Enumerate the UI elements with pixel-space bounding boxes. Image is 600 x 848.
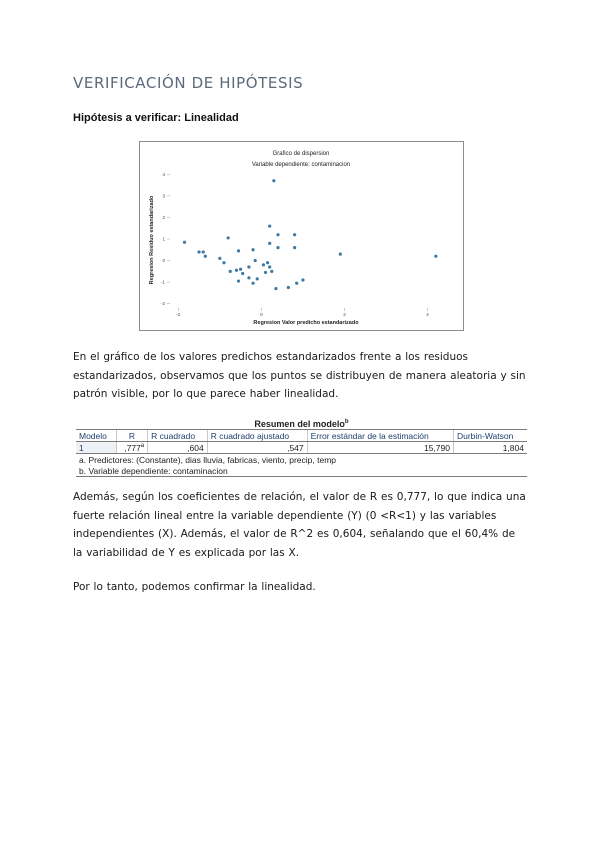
y-tick-label: -1 (160, 279, 165, 285)
scatter-point (293, 246, 296, 249)
scatter-point (264, 271, 267, 274)
table-row (76, 442, 527, 454)
scatter-point (204, 255, 207, 258)
cell-r: ,777$^a$ (116, 442, 147, 454)
x-tick-label: 0 (260, 312, 263, 317)
col-header-r: R (116, 430, 147, 442)
scatter-point (183, 241, 186, 244)
col-header-durbin-watson: Durbin-Watson (453, 430, 527, 442)
scatter-point (251, 282, 254, 285)
scatter-point (241, 272, 244, 275)
col-header-modelo: Modelo (76, 430, 116, 442)
model-summary-title: Resumen del modelo$^b$ (254, 419, 349, 429)
hypothesis-subheading: Hipótesis a verificar: Linealidad (73, 112, 239, 124)
y-tick-label: 3 (162, 193, 165, 199)
y-axis-label: Regresion Residuo estandarizado (149, 195, 155, 285)
chart-subtitle: Variable dependiente: contaminacion (251, 162, 351, 168)
cell-durbin-watson: 1,804 (453, 442, 527, 454)
scatter-point (270, 270, 273, 273)
cell-r-cuadrado-ajustado: ,547 (207, 442, 307, 454)
scatter-chart (140, 142, 463, 330)
model-summary-table (76, 418, 527, 477)
cell-r-cuadrado: ,604 (148, 442, 208, 454)
scatter-point (247, 276, 250, 279)
scatter-point (274, 287, 277, 290)
scatter-point (434, 255, 437, 258)
y-tick-label: 0 (162, 258, 165, 264)
col-header-r-cuadrado-ajustado: R cuadrado ajustado (207, 430, 307, 442)
scatter-point (222, 261, 225, 264)
x-tick-label: 4 (426, 312, 429, 317)
col-header-error-estandar: Error estándar de la estimación (307, 430, 453, 442)
scatter-point (247, 265, 250, 268)
scatter-point (272, 179, 275, 182)
scatter-chart-frame (139, 141, 464, 331)
x-axis-label: Regresion Valor predicho estandarizado (253, 320, 359, 326)
scatter-point (235, 269, 238, 272)
scatter-point (276, 246, 279, 249)
scatter-point (268, 242, 271, 245)
y-tick-label: 1 (162, 236, 165, 242)
scatter-point (287, 286, 290, 289)
scatter-point (339, 252, 342, 255)
scatter-point (256, 277, 259, 280)
scatter-point (237, 249, 240, 252)
cell-error-estandar: 15,790 (307, 442, 453, 454)
scatter-point (268, 224, 271, 227)
scatter-point (227, 236, 230, 239)
cell-modelo: 1 (76, 442, 116, 454)
scatter-point (301, 278, 304, 281)
y-tick-label: 2 (162, 214, 165, 220)
scatter-point (293, 233, 296, 236)
scatter-point (266, 261, 269, 264)
table-header-row (76, 430, 527, 442)
paragraph-conclusion: Por lo tanto, podemos confirmar la linealidad. (73, 581, 316, 593)
y-tick-label: 4 (162, 171, 165, 177)
table-footnote-a: a. Predictores: (Constante), dias lluvia, fabricas, viento, precip, temp (79, 454, 337, 465)
scatter-point (254, 259, 257, 262)
scatter-point (218, 257, 221, 260)
col-header-r-cuadrado: R cuadrado (148, 430, 208, 442)
scatter-point (229, 270, 232, 273)
section-heading: VERIFICACIÓN DE HIPÓTESIS (73, 74, 304, 92)
scatter-point (295, 282, 298, 285)
scatter-point (239, 268, 242, 271)
scatter-point (276, 233, 279, 236)
scatter-point (268, 265, 271, 268)
paragraph-scatter-interpretation: En el gráfico de los valores predichos estandarizados frente a los residuos estandarizados, observamos que los puntos se distribuyen de manera aleatoria y sin patrón visible, por lo que parece haber linealidad. (73, 351, 526, 400)
paragraph-coefficients: Además, según los coeficientes de relación, el valor de R es 0,777, lo que indica una fuerte relación lineal entre la variable dependiente (Y) (0 <R<1) y las variables independientes (X). Además, el valor de R^2 es 0,604, señalando que el 60,4% de la variabilidad de Y es explicada por las X. (73, 491, 526, 559)
scatter-point (202, 250, 205, 253)
x-tick-label: 2 (343, 312, 346, 317)
y-tick-label: -2 (160, 301, 165, 307)
x-tick-label: -2 (176, 312, 181, 317)
scatter-point (262, 263, 265, 266)
scatter-point (197, 250, 200, 253)
scatter-point (237, 279, 240, 282)
scatter-point (251, 248, 254, 251)
table-footnote-b: b. Variable dependiente: contaminacion (76, 465, 527, 477)
chart-title: Grafico de dispersion (272, 151, 330, 157)
